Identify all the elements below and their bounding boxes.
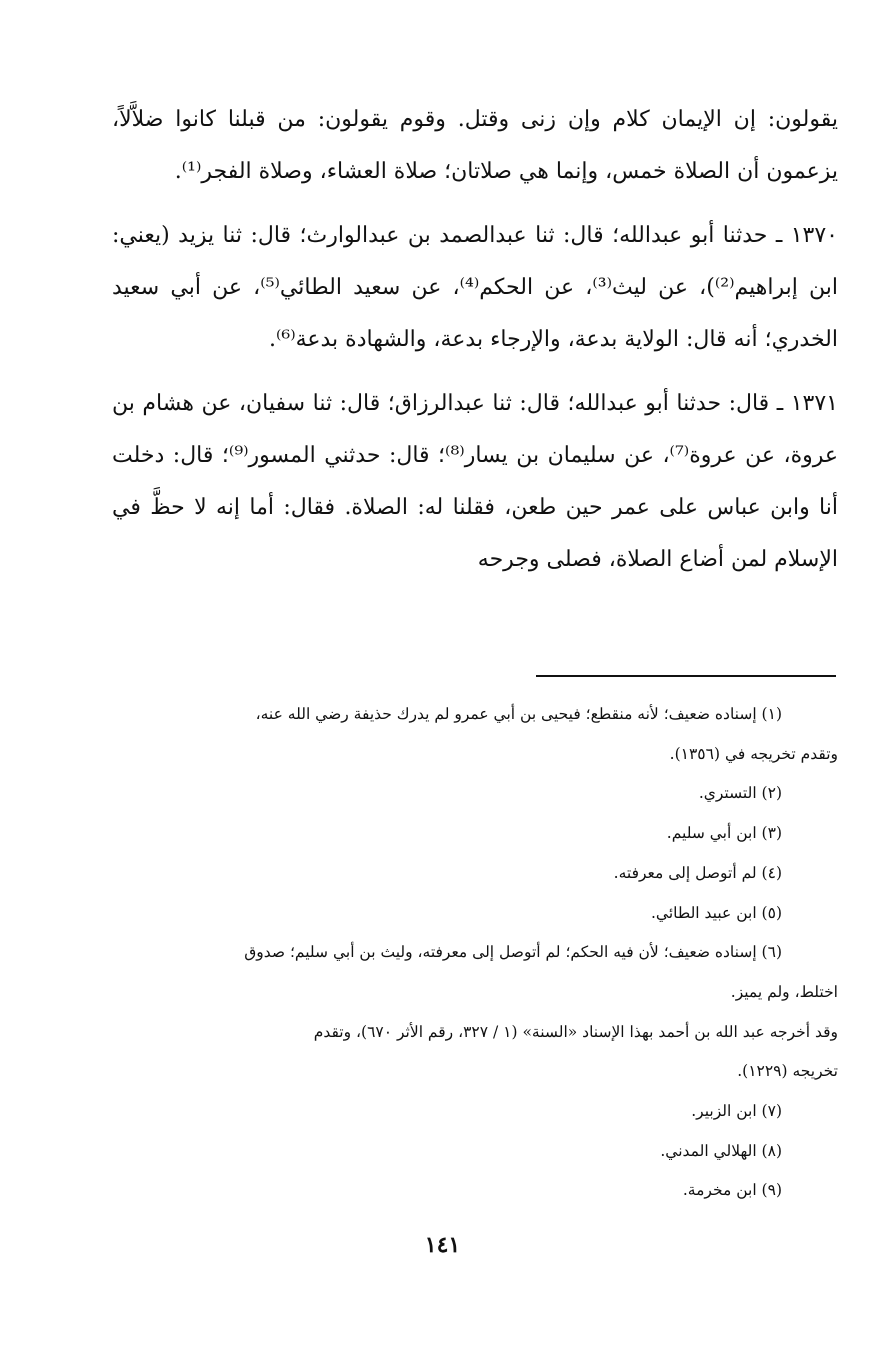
footnote-line: (٣) ابن أبي سليم. bbox=[666, 824, 782, 843]
footnotes bbox=[110, 695, 838, 1211]
footnote-line: وتقدم تخريجه في (١٣٥٦). bbox=[669, 744, 838, 763]
footnote-line: تخريجه (١٢٢٩). bbox=[737, 1062, 838, 1081]
footnote-line: وقد أخرجه عبد الله بن أحمد بهذا الإسناد «السنة» (١ / ٣٢٧، رقم الأثر ٦٧٠)، وتقدم bbox=[313, 1022, 838, 1041]
footnote-line: (٢) التستري. bbox=[698, 784, 782, 803]
footnote-line: (٦) إسناده ضعيف؛ لأن فيه الحكم؛ لم أتوصل إلى معرفته، وليث بن أبي سليم؛ صدوق bbox=[244, 943, 782, 962]
footnote-line: (٨) الهلالي المدني. bbox=[660, 1141, 782, 1160]
footnote-line: (٥) ابن عبيد الطائي. bbox=[650, 903, 782, 922]
paragraph-1371: ١٣٧١ ـ قال: حدثنا أبو عبدالله؛ قال: ثنا عبدالرزاق؛ قال: ثنا سفيان، عن هشام بن عروة، عن عروة⁽⁷⁾، عن سليمان بن يسار⁽⁸⁾؛ قال: حدثني المسور⁽⁹⁾؛ قال: دخلت أنا وابن عباس على عمر حين طعن، فقلنا له: الصلاة. فقال: أما إنه لا حظَّ في الإسلام لمن أضاع الصلاة، فصلى وجرحه bbox=[112, 391, 839, 572]
footnote-line: (٧) ابن الزبير. bbox=[691, 1102, 782, 1121]
page-number: ١٤١ bbox=[424, 1232, 461, 1258]
footnote-line: (٩) ابن مخرمة. bbox=[682, 1181, 782, 1200]
paragraph-intro: يقولون: إن الإيمان كلام وإن زنى وقتل. وقوم يقولون: من قبلنا كانوا ضلاَّلاً، يزعمون أن الصلاة خمس، وإنما هي صلاتان؛ صلاة العشاء، وصلاة الفجر⁽¹⁾. bbox=[112, 107, 838, 184]
footnote-divider bbox=[536, 675, 836, 677]
footnote-line: (٤) لم أتوصل إلى معرفته. bbox=[613, 863, 782, 882]
footnote-line: (١) إسناده ضعيف؛ لأنه منقطع؛ فيحيى بن أبي عمرو لم يدرك حذيفة رضي الله عنه، bbox=[255, 705, 782, 723]
main-text bbox=[112, 94, 838, 586]
paragraph-1370: ١٣٧٠ ـ حدثنا أبو عبدالله؛ قال: ثنا عبدالصمد بن عبدالوارث؛ قال: ثنا يزيد (يعني: ابن إبراهيم⁽²⁾)، عن ليث⁽³⁾، عن الحكم⁽⁴⁾، عن سعيد الطائي⁽⁵⁾، عن أبي سعيد الخدري؛ أنه قال: الولاية بدعة، والإرجاء بدعة، والشهادة بدعة⁽⁶⁾. bbox=[112, 223, 838, 352]
footnote-line: اختلط، ولم يميز. bbox=[730, 982, 838, 1001]
